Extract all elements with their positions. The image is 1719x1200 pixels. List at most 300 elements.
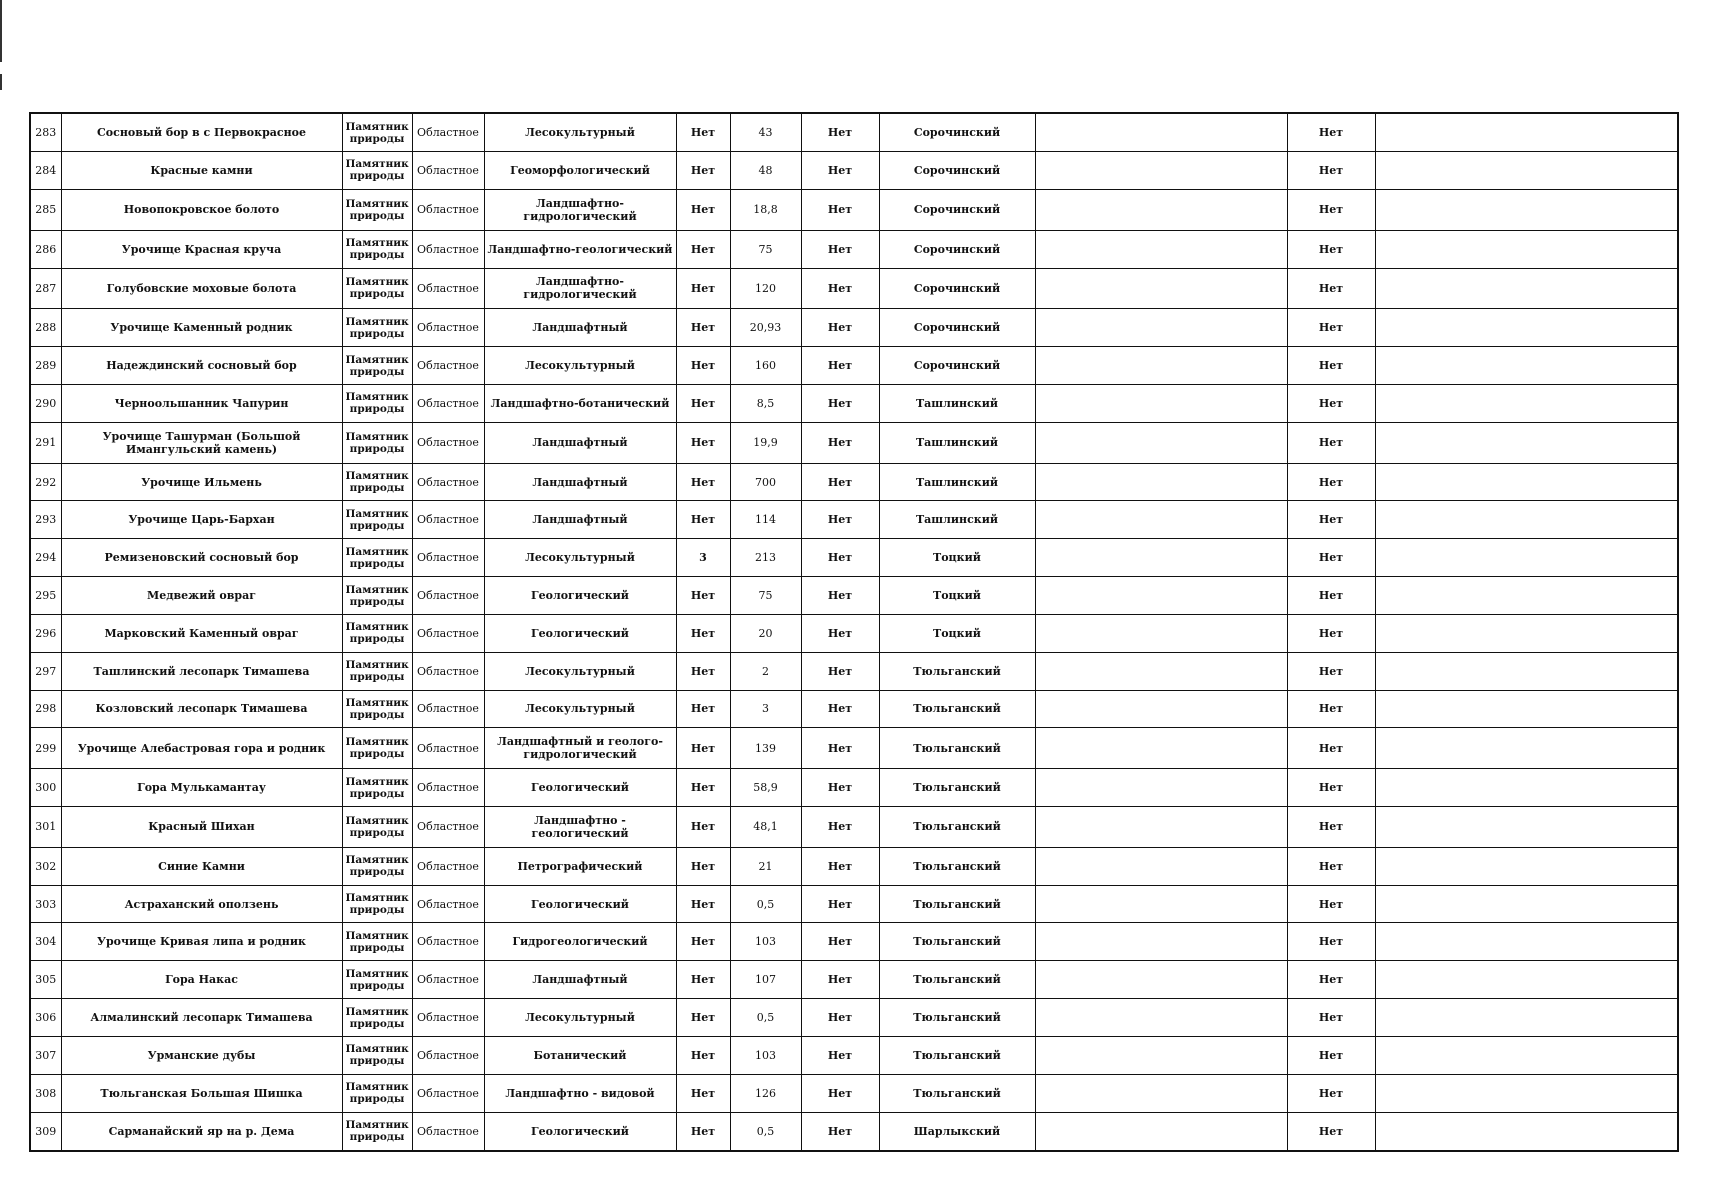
cell-district: Тюльганский bbox=[879, 1074, 1035, 1112]
cell-significance: Областное bbox=[412, 309, 484, 347]
cell-significance: Областное bbox=[412, 690, 484, 728]
cell-area: 107 bbox=[730, 961, 801, 999]
cell-col6: 3 bbox=[676, 539, 730, 577]
cell-significance: Областное bbox=[412, 923, 484, 961]
cell-col12 bbox=[1375, 614, 1678, 652]
cell-area: 75 bbox=[730, 230, 801, 268]
cell-col12 bbox=[1375, 923, 1678, 961]
cell-area: 75 bbox=[730, 577, 801, 615]
cell-number: 283 bbox=[30, 113, 61, 152]
table-row bbox=[30, 230, 1678, 268]
cell-area: 120 bbox=[730, 268, 801, 309]
cell-col10 bbox=[1035, 614, 1287, 652]
cell-profile: Геологический bbox=[484, 1112, 676, 1151]
table-body bbox=[30, 113, 1678, 1151]
cell-category: Памятник природы bbox=[342, 1112, 412, 1151]
cell-significance: Областное bbox=[412, 463, 484, 501]
cell-significance: Областное bbox=[412, 1074, 484, 1112]
cell-col10 bbox=[1035, 847, 1287, 885]
cell-profile: Геоморфологический bbox=[484, 152, 676, 190]
cell-col12 bbox=[1375, 847, 1678, 885]
table-row bbox=[30, 728, 1678, 769]
cell-area: 43 bbox=[730, 113, 801, 152]
cell-col12 bbox=[1375, 309, 1678, 347]
cell-number: 301 bbox=[30, 807, 61, 848]
cell-number: 308 bbox=[30, 1074, 61, 1112]
cell-significance: Областное bbox=[412, 1036, 484, 1074]
cell-col8: Нет bbox=[801, 268, 879, 309]
cell-col11: Нет bbox=[1287, 614, 1375, 652]
cell-col12 bbox=[1375, 501, 1678, 539]
cell-name: Черноольшанник Чапурин bbox=[61, 385, 342, 423]
cell-col8: Нет bbox=[801, 614, 879, 652]
cell-profile: Ландшафтный bbox=[484, 309, 676, 347]
cell-col12 bbox=[1375, 769, 1678, 807]
cell-area: 700 bbox=[730, 463, 801, 501]
cell-area: 2 bbox=[730, 652, 801, 690]
cell-area: 0,5 bbox=[730, 1112, 801, 1151]
cell-col8: Нет bbox=[801, 501, 879, 539]
table-row bbox=[30, 807, 1678, 848]
cell-category: Памятник природы bbox=[342, 347, 412, 385]
cell-col11: Нет bbox=[1287, 463, 1375, 501]
cell-significance: Областное bbox=[412, 347, 484, 385]
table-row bbox=[30, 309, 1678, 347]
cell-col12 bbox=[1375, 422, 1678, 463]
cell-significance: Областное bbox=[412, 614, 484, 652]
cell-col12 bbox=[1375, 385, 1678, 423]
cell-number: 292 bbox=[30, 463, 61, 501]
cell-col11: Нет bbox=[1287, 385, 1375, 423]
cell-col10 bbox=[1035, 728, 1287, 769]
cell-number: 290 bbox=[30, 385, 61, 423]
cell-col10 bbox=[1035, 961, 1287, 999]
cell-name: Голубовские моховые болота bbox=[61, 268, 342, 309]
cell-col8: Нет bbox=[801, 189, 879, 230]
cell-col11: Нет bbox=[1287, 923, 1375, 961]
cell-col10 bbox=[1035, 1036, 1287, 1074]
cell-col6: Нет bbox=[676, 847, 730, 885]
cell-name: Урочище Каменный родник bbox=[61, 309, 342, 347]
table-row bbox=[30, 614, 1678, 652]
cell-category: Памятник природы bbox=[342, 885, 412, 923]
cell-number: 296 bbox=[30, 614, 61, 652]
cell-significance: Областное bbox=[412, 652, 484, 690]
cell-col11: Нет bbox=[1287, 885, 1375, 923]
cell-col12 bbox=[1375, 961, 1678, 999]
table-row bbox=[30, 463, 1678, 501]
cell-col8: Нет bbox=[801, 422, 879, 463]
cell-area: 103 bbox=[730, 923, 801, 961]
cell-col12 bbox=[1375, 885, 1678, 923]
cell-profile: Лесокультурный bbox=[484, 347, 676, 385]
cell-name: Урочище Ильмень bbox=[61, 463, 342, 501]
cell-col11: Нет bbox=[1287, 189, 1375, 230]
cell-district: Тюльганский bbox=[879, 1036, 1035, 1074]
cell-col12 bbox=[1375, 539, 1678, 577]
cell-significance: Областное bbox=[412, 961, 484, 999]
cell-col11: Нет bbox=[1287, 999, 1375, 1037]
cell-district: Тоцкий bbox=[879, 539, 1035, 577]
cell-col10 bbox=[1035, 885, 1287, 923]
cell-area: 213 bbox=[730, 539, 801, 577]
cell-profile: Ландшафтно-ботанический bbox=[484, 385, 676, 423]
cell-category: Памятник природы bbox=[342, 652, 412, 690]
cell-number: 307 bbox=[30, 1036, 61, 1074]
table-row bbox=[30, 847, 1678, 885]
cell-col10 bbox=[1035, 230, 1287, 268]
cell-profile: Ландшафтно-гидрологический bbox=[484, 189, 676, 230]
cell-category: Памятник природы bbox=[342, 614, 412, 652]
cell-col10 bbox=[1035, 347, 1287, 385]
cell-category: Памятник природы bbox=[342, 847, 412, 885]
cell-name: Синие Камни bbox=[61, 847, 342, 885]
scan-edge-mark bbox=[0, 74, 2, 90]
cell-number: 304 bbox=[30, 923, 61, 961]
cell-col12 bbox=[1375, 690, 1678, 728]
cell-number: 298 bbox=[30, 690, 61, 728]
cell-district: Сорочинский bbox=[879, 230, 1035, 268]
cell-profile: Гидрогеологический bbox=[484, 923, 676, 961]
cell-significance: Областное bbox=[412, 728, 484, 769]
cell-significance: Областное bbox=[412, 577, 484, 615]
cell-name: Астраханский оползень bbox=[61, 885, 342, 923]
cell-name: Ремизеновский сосновый бор bbox=[61, 539, 342, 577]
cell-col6: Нет bbox=[676, 422, 730, 463]
cell-col11: Нет bbox=[1287, 1074, 1375, 1112]
cell-significance: Областное bbox=[412, 539, 484, 577]
cell-area: 103 bbox=[730, 1036, 801, 1074]
cell-category: Памятник природы bbox=[342, 152, 412, 190]
cell-area: 58,9 bbox=[730, 769, 801, 807]
cell-category: Памятник природы bbox=[342, 268, 412, 309]
cell-col6: Нет bbox=[676, 769, 730, 807]
cell-col8: Нет bbox=[801, 309, 879, 347]
cell-category: Памятник природы bbox=[342, 577, 412, 615]
cell-area: 20 bbox=[730, 614, 801, 652]
cell-name: Медвежий овраг bbox=[61, 577, 342, 615]
cell-district: Сорочинский bbox=[879, 309, 1035, 347]
cell-col10 bbox=[1035, 999, 1287, 1037]
cell-district: Тоцкий bbox=[879, 577, 1035, 615]
table-row bbox=[30, 885, 1678, 923]
cell-col6: Нет bbox=[676, 1036, 730, 1074]
cell-col8: Нет bbox=[801, 577, 879, 615]
cell-col12 bbox=[1375, 728, 1678, 769]
cell-col11: Нет bbox=[1287, 769, 1375, 807]
cell-col12 bbox=[1375, 577, 1678, 615]
cell-district: Ташлинский bbox=[879, 422, 1035, 463]
cell-number: 288 bbox=[30, 309, 61, 347]
cell-district: Тюльганский bbox=[879, 847, 1035, 885]
cell-col8: Нет bbox=[801, 728, 879, 769]
cell-col8: Нет bbox=[801, 923, 879, 961]
cell-district: Шарлыкский bbox=[879, 1112, 1035, 1151]
cell-profile: Геологический bbox=[484, 614, 676, 652]
cell-col8: Нет bbox=[801, 113, 879, 152]
cell-name: Урочище Царь-Бархан bbox=[61, 501, 342, 539]
cell-category: Памятник природы bbox=[342, 807, 412, 848]
cell-col10 bbox=[1035, 539, 1287, 577]
cell-col10 bbox=[1035, 268, 1287, 309]
cell-profile: Лесокультурный bbox=[484, 690, 676, 728]
cell-profile: Ландшафтный bbox=[484, 501, 676, 539]
cell-category: Памятник природы bbox=[342, 422, 412, 463]
cell-col8: Нет bbox=[801, 690, 879, 728]
cell-profile: Лесокультурный bbox=[484, 113, 676, 152]
cell-col8: Нет bbox=[801, 230, 879, 268]
cell-number: 309 bbox=[30, 1112, 61, 1151]
cell-col12 bbox=[1375, 152, 1678, 190]
cell-col8: Нет bbox=[801, 885, 879, 923]
cell-name: Надеждинский сосновый бор bbox=[61, 347, 342, 385]
cell-significance: Областное bbox=[412, 885, 484, 923]
cell-area: 160 bbox=[730, 347, 801, 385]
table-row bbox=[30, 1074, 1678, 1112]
table-row bbox=[30, 385, 1678, 423]
cell-col6: Нет bbox=[676, 152, 730, 190]
cell-col6: Нет bbox=[676, 728, 730, 769]
cell-col10 bbox=[1035, 113, 1287, 152]
cell-name: Урочище Ташурман (Большой Имангульский камень) bbox=[61, 422, 342, 463]
cell-col8: Нет bbox=[801, 652, 879, 690]
cell-col10 bbox=[1035, 807, 1287, 848]
cell-col11: Нет bbox=[1287, 847, 1375, 885]
cell-significance: Областное bbox=[412, 807, 484, 848]
cell-profile: Лесокультурный bbox=[484, 652, 676, 690]
cell-col11: Нет bbox=[1287, 652, 1375, 690]
cell-category: Памятник природы bbox=[342, 539, 412, 577]
cell-category: Памятник природы bbox=[342, 923, 412, 961]
cell-col12 bbox=[1375, 1074, 1678, 1112]
cell-significance: Областное bbox=[412, 501, 484, 539]
cell-col10 bbox=[1035, 152, 1287, 190]
cell-col8: Нет bbox=[801, 961, 879, 999]
cell-col6: Нет bbox=[676, 501, 730, 539]
cell-col8: Нет bbox=[801, 999, 879, 1037]
cell-col11: Нет bbox=[1287, 113, 1375, 152]
cell-col11: Нет bbox=[1287, 309, 1375, 347]
cell-col6: Нет bbox=[676, 652, 730, 690]
cell-district: Тюльганский bbox=[879, 885, 1035, 923]
cell-number: 306 bbox=[30, 999, 61, 1037]
cell-significance: Областное bbox=[412, 385, 484, 423]
cell-category: Памятник природы bbox=[342, 463, 412, 501]
cell-name: Тюльганская Большая Шишка bbox=[61, 1074, 342, 1112]
cell-district: Сорочинский bbox=[879, 189, 1035, 230]
cell-col8: Нет bbox=[801, 539, 879, 577]
cell-col10 bbox=[1035, 189, 1287, 230]
cell-name: Сарманайский яр на р. Дема bbox=[61, 1112, 342, 1151]
cell-area: 0,5 bbox=[730, 885, 801, 923]
table-row bbox=[30, 501, 1678, 539]
cell-col11: Нет bbox=[1287, 728, 1375, 769]
cell-name: Урочище Алебастровая гора и родник bbox=[61, 728, 342, 769]
cell-col6: Нет bbox=[676, 230, 730, 268]
cell-col10 bbox=[1035, 923, 1287, 961]
cell-col11: Нет bbox=[1287, 539, 1375, 577]
table-row bbox=[30, 961, 1678, 999]
cell-category: Памятник природы bbox=[342, 189, 412, 230]
cell-col12 bbox=[1375, 189, 1678, 230]
cell-district: Тюльганский bbox=[879, 652, 1035, 690]
cell-col6: Нет bbox=[676, 614, 730, 652]
cell-number: 302 bbox=[30, 847, 61, 885]
cell-name: Красный Шихан bbox=[61, 807, 342, 848]
cell-area: 139 bbox=[730, 728, 801, 769]
cell-category: Памятник природы bbox=[342, 309, 412, 347]
cell-col11: Нет bbox=[1287, 1112, 1375, 1151]
cell-area: 126 bbox=[730, 1074, 801, 1112]
cell-col8: Нет bbox=[801, 807, 879, 848]
table-row bbox=[30, 539, 1678, 577]
cell-col6: Нет bbox=[676, 577, 730, 615]
cell-col8: Нет bbox=[801, 463, 879, 501]
cell-number: 285 bbox=[30, 189, 61, 230]
cell-col6: Нет bbox=[676, 690, 730, 728]
cell-name: Красные камни bbox=[61, 152, 342, 190]
cell-name: Урочище Кривая липа и родник bbox=[61, 923, 342, 961]
cell-number: 297 bbox=[30, 652, 61, 690]
cell-category: Памятник природы bbox=[342, 769, 412, 807]
cell-significance: Областное bbox=[412, 847, 484, 885]
cell-col11: Нет bbox=[1287, 422, 1375, 463]
cell-area: 114 bbox=[730, 501, 801, 539]
cell-col6: Нет bbox=[676, 189, 730, 230]
table-row bbox=[30, 999, 1678, 1037]
cell-profile: Геологический bbox=[484, 577, 676, 615]
cell-col10 bbox=[1035, 577, 1287, 615]
cell-name: Гора Мулькамантау bbox=[61, 769, 342, 807]
table-row bbox=[30, 923, 1678, 961]
cell-col11: Нет bbox=[1287, 807, 1375, 848]
cell-category: Памятник природы bbox=[342, 230, 412, 268]
cell-profile: Лесокультурный bbox=[484, 999, 676, 1037]
cell-profile: Геологический bbox=[484, 769, 676, 807]
cell-category: Памятник природы bbox=[342, 501, 412, 539]
cell-district: Сорочинский bbox=[879, 347, 1035, 385]
cell-col11: Нет bbox=[1287, 961, 1375, 999]
cell-number: 300 bbox=[30, 769, 61, 807]
cell-district: Тюльганский bbox=[879, 999, 1035, 1037]
cell-category: Памятник природы bbox=[342, 690, 412, 728]
cell-district: Тюльганский bbox=[879, 807, 1035, 848]
cell-col6: Нет bbox=[676, 268, 730, 309]
cell-col6: Нет bbox=[676, 113, 730, 152]
cell-col10 bbox=[1035, 1112, 1287, 1151]
cell-col6: Нет bbox=[676, 309, 730, 347]
cell-col10 bbox=[1035, 501, 1287, 539]
cell-col11: Нет bbox=[1287, 230, 1375, 268]
cell-number: 303 bbox=[30, 885, 61, 923]
cell-category: Памятник природы bbox=[342, 1074, 412, 1112]
cell-col11: Нет bbox=[1287, 690, 1375, 728]
cell-name: Козловский лесопарк Тимашева bbox=[61, 690, 342, 728]
cell-col8: Нет bbox=[801, 847, 879, 885]
cell-name: Гора Накас bbox=[61, 961, 342, 999]
protected-areas-table bbox=[29, 112, 1679, 1152]
cell-name: Урочище Красная круча bbox=[61, 230, 342, 268]
table-row bbox=[30, 690, 1678, 728]
cell-number: 299 bbox=[30, 728, 61, 769]
cell-area: 20,93 bbox=[730, 309, 801, 347]
cell-col8: Нет bbox=[801, 1112, 879, 1151]
cell-number: 289 bbox=[30, 347, 61, 385]
cell-area: 3 bbox=[730, 690, 801, 728]
cell-number: 305 bbox=[30, 961, 61, 999]
scan-edge-mark bbox=[0, 0, 2, 62]
cell-col10 bbox=[1035, 769, 1287, 807]
cell-profile: Ландшафтно-гидрологический bbox=[484, 268, 676, 309]
cell-district: Ташлинский bbox=[879, 385, 1035, 423]
cell-col8: Нет bbox=[801, 1074, 879, 1112]
cell-col8: Нет bbox=[801, 385, 879, 423]
cell-profile: Ботанический bbox=[484, 1036, 676, 1074]
cell-name: Марковский Каменный овраг bbox=[61, 614, 342, 652]
cell-district: Сорочинский bbox=[879, 268, 1035, 309]
cell-col12 bbox=[1375, 230, 1678, 268]
cell-area: 18,8 bbox=[730, 189, 801, 230]
cell-col6: Нет bbox=[676, 1112, 730, 1151]
cell-profile: Ландшафтный bbox=[484, 961, 676, 999]
table-row bbox=[30, 268, 1678, 309]
cell-col10 bbox=[1035, 309, 1287, 347]
cell-significance: Областное bbox=[412, 189, 484, 230]
cell-name: Ташлинский лесопарк Тимашева bbox=[61, 652, 342, 690]
cell-district: Ташлинский bbox=[879, 501, 1035, 539]
cell-district: Сорочинский bbox=[879, 152, 1035, 190]
table-row bbox=[30, 1112, 1678, 1151]
cell-col11: Нет bbox=[1287, 152, 1375, 190]
cell-profile: Ландшафтно - видовой bbox=[484, 1074, 676, 1112]
cell-significance: Областное bbox=[412, 1112, 484, 1151]
cell-col6: Нет bbox=[676, 923, 730, 961]
cell-profile: Ландшафтный bbox=[484, 463, 676, 501]
cell-col8: Нет bbox=[801, 152, 879, 190]
table-row bbox=[30, 769, 1678, 807]
table-row bbox=[30, 422, 1678, 463]
cell-number: 287 bbox=[30, 268, 61, 309]
cell-col6: Нет bbox=[676, 385, 730, 423]
cell-district: Тюльганский bbox=[879, 961, 1035, 999]
cell-name: Урманские дубы bbox=[61, 1036, 342, 1074]
cell-significance: Областное bbox=[412, 230, 484, 268]
cell-col6: Нет bbox=[676, 961, 730, 999]
cell-col6: Нет bbox=[676, 347, 730, 385]
cell-col12 bbox=[1375, 463, 1678, 501]
table-row bbox=[30, 113, 1678, 152]
cell-col8: Нет bbox=[801, 347, 879, 385]
cell-col12 bbox=[1375, 113, 1678, 152]
cell-profile: Лесокультурный bbox=[484, 539, 676, 577]
table-row bbox=[30, 152, 1678, 190]
cell-col8: Нет bbox=[801, 769, 879, 807]
cell-category: Памятник природы bbox=[342, 385, 412, 423]
cell-district: Тюльганский bbox=[879, 923, 1035, 961]
cell-area: 48 bbox=[730, 152, 801, 190]
cell-profile: Ландшафтный bbox=[484, 422, 676, 463]
cell-col6: Нет bbox=[676, 807, 730, 848]
cell-significance: Областное bbox=[412, 268, 484, 309]
cell-area: 0,5 bbox=[730, 999, 801, 1037]
cell-district: Тюльганский bbox=[879, 690, 1035, 728]
cell-col6: Нет bbox=[676, 885, 730, 923]
cell-col12 bbox=[1375, 652, 1678, 690]
cell-district: Тоцкий bbox=[879, 614, 1035, 652]
cell-number: 293 bbox=[30, 501, 61, 539]
cell-col11: Нет bbox=[1287, 1036, 1375, 1074]
cell-col11: Нет bbox=[1287, 501, 1375, 539]
